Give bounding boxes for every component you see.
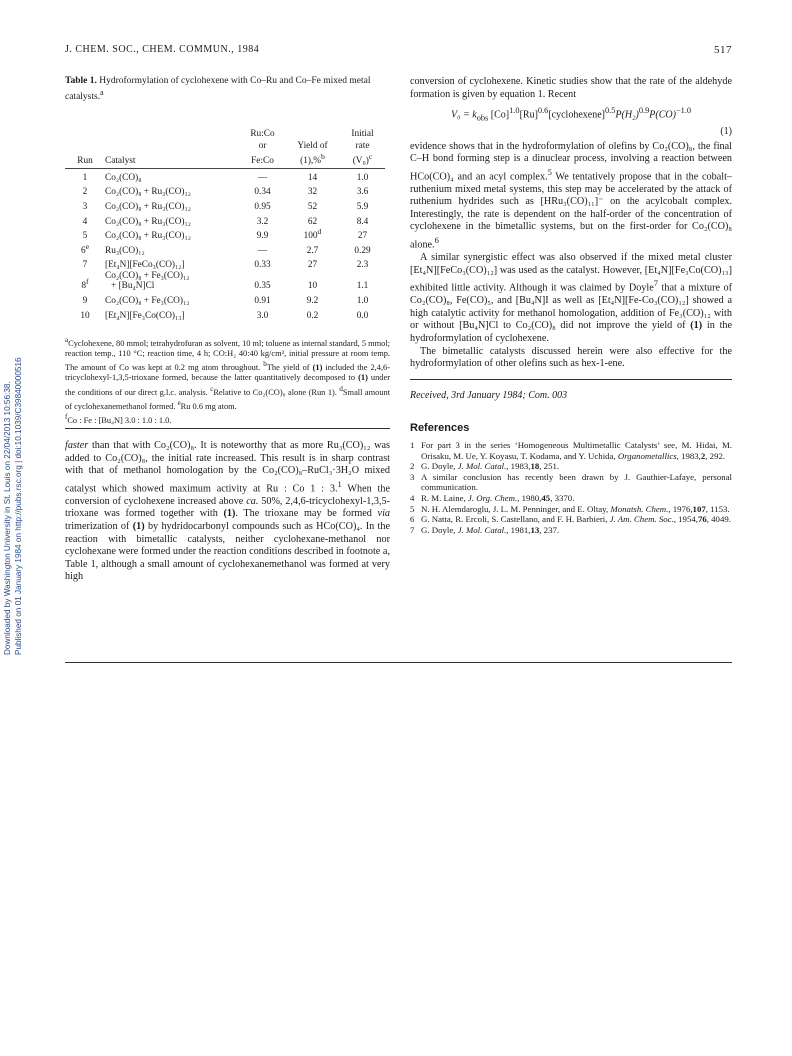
table-row xyxy=(65,242,385,257)
cell-run: 7 xyxy=(82,260,88,271)
cell-catalyst: [Et₄N][Fe₃Co(CO)₁₃] xyxy=(105,310,185,321)
cell-ratio: — xyxy=(257,172,268,183)
cell-rate: 1.0 xyxy=(356,172,369,183)
compound-ref: (1) xyxy=(312,363,323,373)
cell-catalyst: [Et₄N][FeCo₃(CO)₁₂] xyxy=(105,260,185,271)
col-head-ratio-1: Ru:Co xyxy=(250,129,275,140)
eq-lhs: V₀ = k xyxy=(450,109,477,121)
references-list xyxy=(410,440,732,535)
cell-yield: 62 xyxy=(307,216,318,227)
eq-ru: [Ru] xyxy=(519,109,538,121)
left-text-1: than that with Co₂(CO)₈. It is noteworthy that as more Ru₃(CO)₁₂ was added to Co₂(CO)₈, the initial rate increased. This result is in sharp contrast with that of methanol homologation by the Co₂(CO)₈–RuCl₃·3H₂O mixed catalyst which showed maximum activity at Ru : Co 1 : 3. xyxy=(65,440,391,495)
footnote-c: Relative to Co₂(CO)₈ alone (Run 1). xyxy=(213,387,337,397)
footnote-f: Co : Fe : [Bu₄N] 3.0 : 1.0 : 1.0. xyxy=(67,415,172,425)
cell-catalyst: Co₂(CO)₈ + Fe₃(CO)₁₂ xyxy=(105,296,190,306)
reference-item: 5 N. H. Alemdaroglu, J. L. M. Penninger, and E. Oltay, Monatsh. Chem., 1976,107, 1153. xyxy=(410,503,730,514)
caption-footnote-marker: a xyxy=(100,88,104,97)
cell-catalyst: Co₂(CO)₈ + Ru₃(CO)₁₂ xyxy=(105,231,192,242)
table-row xyxy=(65,292,385,307)
col-head-rate-3 xyxy=(340,152,385,168)
compound-ref: (1) xyxy=(690,320,703,332)
side-download-note xyxy=(2,255,32,655)
col-head-ratio-3: Fe:Co xyxy=(251,156,274,167)
left-text-4: . The trioxane may be formed xyxy=(235,508,372,520)
eq-exp-ph2: 0.9 xyxy=(638,106,650,116)
eq-ph2: P(H₂) xyxy=(615,109,639,121)
left-text-5: trimerization of xyxy=(65,520,130,532)
col-head-rate-2: rate xyxy=(355,140,370,151)
italic-via: via xyxy=(377,508,390,520)
ref-sup-5: 5 xyxy=(547,166,552,177)
cell-yield: 2.7 xyxy=(306,245,319,256)
cell-run: 1 xyxy=(82,172,88,183)
cell-yield: 0.2 xyxy=(306,310,319,321)
right-p3-b: that a mixture of Co₂(CO)₈, Fe(CO)₅, and [Bu₄N]I as well as [Et₄N][Fe-Co₃(CO)₁₂] showed a high catalytic activity for methanol homologation, addition of Fe₃(CO)₁₂ with or without [Bu₄N]Cl to Co₂(CO)₈ did not improve the yield of xyxy=(410,282,732,332)
download-note-line: Downloaded by Washington University in St. Louis on 22/04/2013 10:56:38. xyxy=(3,381,12,655)
reference-item: 6 G. Natta, R. Ercoli, S. Castellano, and F. H. Barbieri, J. Am. Chem. Soc., 1954,76, 4049. xyxy=(410,514,731,525)
reference-item: 4 R. M. Laine, J. Org. Chem., 1980,45, 3370. xyxy=(410,492,575,503)
ref-sup-6: 6 xyxy=(434,235,439,246)
col-head-yield-3 xyxy=(285,152,340,168)
page-number: 517 xyxy=(714,44,732,56)
right-p3-a: A similar synergistic effect was also observed if the mixed metal cluster [Et₄N][FeCo₃(CO)₁₂] was used as the catalyst. However, [Et₄N][Fe₃Co(CO)₁₃] exhibited little activity. Although it was claimed by Doyle xyxy=(410,252,732,294)
cell-ratio: 9.9 xyxy=(256,231,269,242)
table-caption xyxy=(65,76,390,103)
references-section xyxy=(410,422,732,535)
table-divider xyxy=(65,428,390,429)
cell-ratio: 3.2 xyxy=(256,216,269,227)
cell-yield: 27 xyxy=(307,260,318,271)
left-column xyxy=(65,76,390,426)
cell-catalyst: Co₂(CO)₈ + Ru₃(CO)₁₂ xyxy=(105,216,192,227)
reference-item: 2 G. Doyle, J. Mol. Catal., 1983,18, 251. xyxy=(410,461,560,472)
rate-equation xyxy=(410,104,732,137)
table-row xyxy=(65,227,385,242)
footnote-a: Cyclohexene, 80 mmol; tetrahydrofuran as solvent, 10 ml; toluene as internal standard, 5 mmol; reaction temp., 110 °C; reaction time, 4 h; CO:H₂ 40:40 kg/cm², initial pressure at room temp. The amount of Co was kept at 0.2 mg atom throughout. xyxy=(65,338,391,373)
published-note-line: Published on 01 January 1984 on http://pubs.rsc.org | doi:10.1039/C39840000516 xyxy=(14,357,23,655)
left-body-text xyxy=(65,440,390,584)
cell-rate: 8.4 xyxy=(356,216,369,227)
eq-sub-obs: obs xyxy=(476,113,489,123)
col-head-yield-sup: b xyxy=(321,152,325,162)
cell-ratio: 3.0 xyxy=(256,310,269,321)
eq-exp-pco: −1.0 xyxy=(675,106,692,116)
right-p2-b: We tentatively propose that in the cobalt–ruthenium mixed metal systems, this step may be accelerated by the attack of ruthenium hydrides such as [HRu₃(CO)₁₁]⁻ on the acylcobalt complex. Interestingly, the rate is dependent on the half-order of the concentration of cyclohexene in the bimetallic systems, but on the first-order for Co₂(CO)₈ alone. xyxy=(410,171,732,251)
table-row xyxy=(65,271,385,292)
cell-rate: 1.1 xyxy=(356,281,369,292)
left-text-2: When the conversion of cyclohexene increased above xyxy=(65,483,390,507)
table-row xyxy=(65,307,385,322)
cell-ratio: 0.91 xyxy=(254,296,271,306)
cell-rate: 0.29 xyxy=(354,245,371,256)
cell-catalyst: Co₂(CO)₈ xyxy=(105,172,142,183)
reference-item: 1 For part 3 in the series ‘Homogeneous Multimetallic Catalysts’ see, M. Hidai, M. Orisaku, M. Ue, Y. Koyasu, T. Kodama, and Y. Uchida, Organometallics, 1983,2, 292. xyxy=(410,439,732,461)
right-paragraph-4: The bimetallic catalysts discussed herein were also effective for the hydroformylation of other olefins such as hex-1-ene. xyxy=(410,345,732,370)
table-row xyxy=(65,198,385,213)
table-row xyxy=(65,168,385,183)
col-head-yield-text: (1),% xyxy=(300,156,322,167)
cell-yield: 14 xyxy=(307,172,318,183)
cell-rate: 3.6 xyxy=(356,187,369,198)
compound-ref: (1) xyxy=(358,373,368,383)
cell-ratio: 0.34 xyxy=(254,187,271,198)
footnote-e: Ru 0.6 mg atom. xyxy=(180,401,237,411)
table-row xyxy=(65,256,385,271)
cell-ratio: 0.33 xyxy=(254,260,271,271)
cell-rate: 1.0 xyxy=(356,296,369,306)
cell-yield: 100$^d$ xyxy=(303,227,322,242)
cell-run: 8$^f$ xyxy=(81,277,89,292)
reference-item: 7 G. Doyle, J. Mol. Catal., 1981,13, 237. xyxy=(410,524,560,535)
right-column xyxy=(410,76,732,535)
footnote-d: Small amount of cyclohexanemethanol formed. xyxy=(65,387,391,411)
table-caption-text: Hydroformylation of cyclohexene with Co–Ru and Co–Fe mixed metal catalysts. xyxy=(65,76,371,103)
eq-exp-co: 1.0 xyxy=(509,106,520,116)
cell-catalyst: Co₂(CO)₈ + Ru₃(CO)₁₂ xyxy=(105,202,192,213)
cell-catalyst: Co₂(CO)₈ + Fe₃(CO)₁₂ + [Bu₄N]Cl xyxy=(105,270,190,292)
right-paragraph-1: conversion of cyclohexene. Kinetic studies show that the rate of the aldehyde formation is given by equation 1. Recent xyxy=(410,76,732,100)
cell-ratio: — xyxy=(257,245,268,256)
cell-catalyst: Ru₃(CO)₁₂ xyxy=(105,245,145,256)
cell-yield: 52 xyxy=(307,202,318,213)
journal-name: J. CHEM. SOC., CHEM. COMMUN., 1984 xyxy=(65,44,260,55)
received-line: Received, 3rd January 1984; Com. 003 xyxy=(410,389,568,401)
cell-rate: 2.3 xyxy=(356,260,369,271)
right-p2-a: evidence shows that in the hydroformylation of olefins by Co₂(CO)₈, the final C–H bond forming step is a dinuclear process, involving a reaction between HCo(CO)₄ and an acyl complex. xyxy=(410,140,732,183)
cell-rate: 5.9 xyxy=(356,202,369,213)
cell-run: 6e xyxy=(80,241,90,256)
col-head-rate-text: (V₀) xyxy=(352,156,369,167)
col-head-catalyst: Catalyst xyxy=(105,156,136,167)
ref-sup-7: 7 xyxy=(653,278,659,289)
cell-yield: 9.2 xyxy=(306,296,319,306)
table-row xyxy=(65,213,385,228)
col-head-yield-2: Yield of xyxy=(297,140,328,151)
compound-ref: (1) xyxy=(132,520,145,532)
end-divider xyxy=(410,379,732,380)
cell-catalyst: Co₂(CO)₈ + Ru₃(CO)₁₂ xyxy=(105,187,192,198)
compound-ref: (1) xyxy=(223,508,236,520)
cell-ratio: 0.35 xyxy=(254,281,271,292)
cell-run: 10 xyxy=(80,310,90,321)
cell-yield: 32 xyxy=(307,187,318,198)
cell-rate: 27 xyxy=(357,231,368,242)
italic-faster: faster xyxy=(65,440,89,451)
cell-run: 2 xyxy=(82,187,88,198)
col-head-rate-1: Initial xyxy=(351,129,374,140)
cell-run: 3 xyxy=(82,202,88,213)
reference-item: 3 A similar conclusion has recently been drawn by J. Gauthier-Lafaye, personal communication. xyxy=(410,471,732,493)
left-text-3: 50%, 2,4,6-tricyclohexyl-1,3,5-trioxane was formed together with xyxy=(65,495,391,520)
eq-cyc: [cyclohexene] xyxy=(548,109,605,121)
footnote-b-2: included the 2,4,6-tricyclohexyl-1,3,5-trioxane formed, because the latter quantitatively decomposed to xyxy=(65,363,391,383)
page-bottom-rule xyxy=(65,662,732,663)
cell-yield: 10 xyxy=(307,281,318,292)
cell-run: 5 xyxy=(82,231,88,242)
eq-exp-cyc: 0.5 xyxy=(604,106,616,116)
col-head-rate-sup: c xyxy=(368,152,373,162)
footnote-b-3: under the conditions of our direct g.l.c. analysis. xyxy=(65,373,390,397)
cell-rate: 0.0 xyxy=(356,310,369,321)
ref-sup-1: 1 xyxy=(337,478,342,489)
cell-ratio: 0.95 xyxy=(254,202,271,213)
left-text-6: by hydridocarbonyl compounds such as HCo(CO)₄. In the reaction with bimetallic catalysts, neither cyclohexane-methanol nor cyclohexane were formed under the reaction conditions described in footnote a, Table 1, although a small amount of cyclohexanemethanol was formed at very high xyxy=(65,520,390,583)
cell-run: 4 xyxy=(82,216,88,227)
results-table xyxy=(65,129,385,321)
col-head-ratio-2: or xyxy=(258,140,267,151)
references-title: References xyxy=(410,422,470,435)
cell-run: 9 xyxy=(82,296,88,306)
equation-number: (1) xyxy=(720,125,732,137)
eq-co: [Co] xyxy=(490,109,510,121)
italic-ca: ca. xyxy=(246,495,259,507)
right-p3-c: in the hydroformylation of cyclohexene. xyxy=(410,320,733,344)
eq-exp-ru: 0.6 xyxy=(537,106,549,116)
page-header xyxy=(65,44,732,60)
table-label: Table 1. xyxy=(65,76,97,86)
table-footnotes: $^a$Cyclohexene, 80 mmol; tetrahydrofuran as solvent, 10 ml; toluene as internal standard, 5 mmol; reaction temp., 110 °C; reaction time, 4 h; CO:H₂ 40:40 kg/cm², initial pressure at room temp. The amount of Co was kept at 0.2 mg atom throughout. $^b$The yield of (1) included the 2,4,6-tricyclohexyl-1,3,5-trioxane formed, because the latter quantitatively decomposed to (1) under the conditions of our direct g.l.c. analysis. $^c$Relative to Co₂(CO)₈ alone (Run 1). $^d$Small amount of cyclohexanemethanol formed. $^e$Ru 0.6 mg atom. $^f$Co : Fe : [Bu₄N] 3.0 : 1.0 : 1.0. xyxy=(65,336,391,425)
table-row xyxy=(65,183,385,198)
footnote-b-1: The yield of xyxy=(266,363,310,373)
col-head-run: Run xyxy=(77,156,93,167)
eq-pco: P(CO) xyxy=(649,109,676,121)
